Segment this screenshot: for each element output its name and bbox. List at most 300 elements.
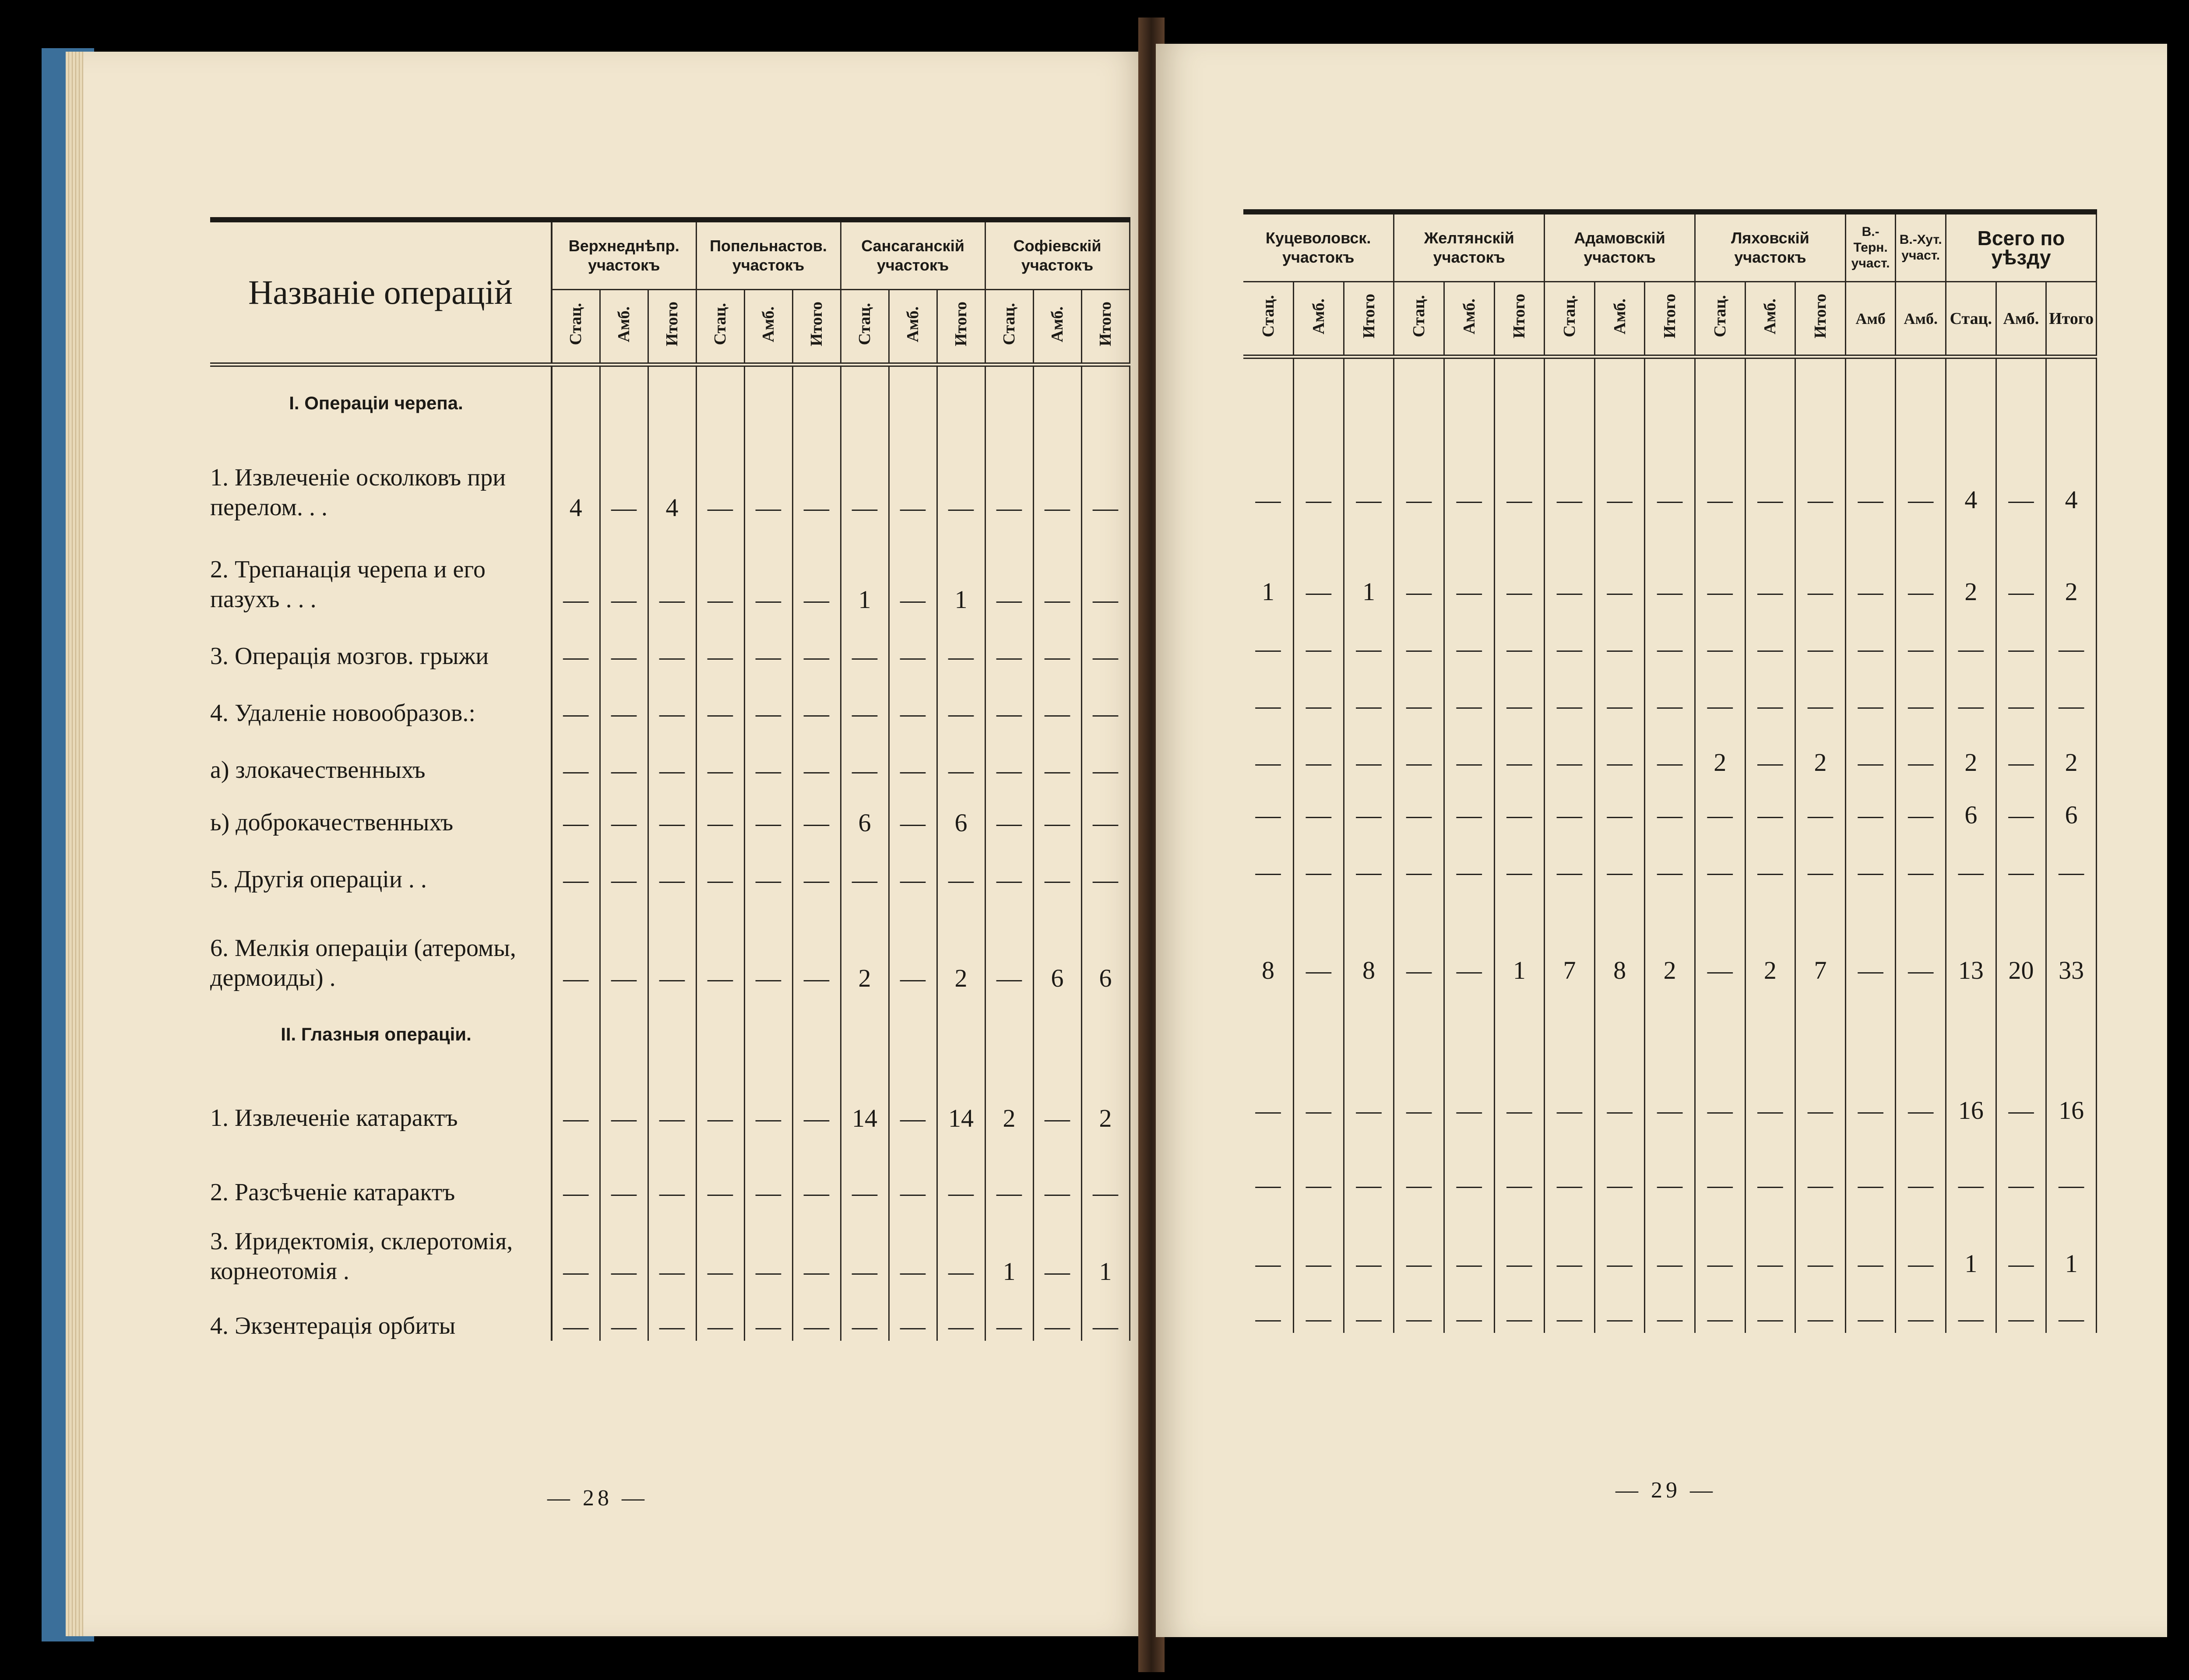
table-cell: — (1033, 671, 1081, 728)
table-cell: — (1444, 431, 1494, 514)
table-cell: — (1444, 1199, 1494, 1278)
table-cell (744, 365, 792, 439)
table-cell (1946, 985, 1996, 1068)
table-cell: — (1494, 777, 1545, 829)
table-cell (2046, 357, 2097, 431)
column-label: Амб. (1048, 306, 1067, 342)
table-cell: — (1645, 1199, 1695, 1278)
operation-name: 5. Другія операціи . . (210, 837, 552, 894)
table-cell: — (1594, 514, 1645, 606)
table-cell: — (889, 614, 937, 671)
table-cell: — (648, 1076, 696, 1133)
table-cell: — (1795, 1125, 1846, 1199)
table-cell: — (889, 1076, 937, 1133)
table-cell: — (1996, 514, 2046, 606)
table-cell: — (1033, 728, 1081, 785)
table-row (210, 1207, 1130, 1286)
table-cell: — (1896, 1278, 1946, 1333)
table-cell: — (1081, 728, 1130, 785)
table-cell: — (1545, 514, 1595, 606)
table-cell (1946, 357, 1996, 431)
table-cell: — (744, 1076, 792, 1133)
table-row (1243, 829, 2097, 886)
table-cell: — (1594, 606, 1645, 663)
table-cell: — (600, 614, 648, 671)
table-cell: — (1033, 1133, 1081, 1207)
table-cell: — (552, 785, 600, 837)
operation-name: 1. Извлеченіе осколковъ при перелом. . . (210, 439, 552, 522)
table-row (210, 1133, 1130, 1207)
column-label: Стац. (855, 303, 874, 345)
column-header (1294, 282, 1344, 357)
table-cell: 8 (1243, 886, 1294, 985)
table-cell: — (1344, 1278, 1394, 1333)
table-cell: — (1845, 720, 1896, 777)
table-cell: — (552, 1076, 600, 1133)
table-cell: — (1545, 431, 1595, 514)
table-cell: — (1745, 777, 1795, 829)
table-cell: — (1494, 829, 1545, 886)
table-row (1243, 886, 2097, 985)
table-row (210, 785, 1130, 837)
table-cell: — (889, 894, 937, 993)
table-cell: — (1243, 1278, 1294, 1333)
column-header (985, 290, 1033, 365)
table-cell: — (1996, 720, 2046, 777)
table-cell: 20 (1996, 886, 2046, 985)
table-cell: — (1294, 886, 1344, 985)
table-cell: — (1594, 720, 1645, 777)
table-cell: — (937, 439, 985, 522)
table-cell (1033, 365, 1081, 439)
table-cell: 7 (1795, 886, 1846, 985)
table-cell: — (1394, 606, 1444, 663)
table-cell: — (1394, 431, 1444, 514)
table-cell: — (744, 1207, 792, 1286)
district-header: Желтянскій участокъ (1394, 212, 1545, 282)
table-cell: 4 (552, 439, 600, 522)
table-cell: — (1645, 1125, 1695, 1199)
table-cell: — (1494, 1068, 1545, 1125)
table-cell: — (985, 728, 1033, 785)
table-cell (1645, 985, 1695, 1068)
table-cell: — (1294, 1199, 1344, 1278)
table-cell (1745, 985, 1795, 1068)
table-cell: — (792, 439, 841, 522)
table-cell: 1 (1946, 1199, 1996, 1278)
table-cell: — (744, 837, 792, 894)
table-cell: — (985, 522, 1033, 614)
column-header: Стац. (1946, 282, 1996, 357)
table-cell: — (1845, 829, 1896, 886)
table-cell (1294, 357, 1344, 431)
column-header (1033, 290, 1081, 365)
column-header (1545, 282, 1595, 357)
operation-name: а) злокачественныхъ (210, 728, 552, 785)
table-row (1243, 431, 2097, 514)
district-header: Попельнастов. участокъ (696, 220, 841, 290)
table-cell: 2 (1946, 514, 1996, 606)
table-cell (1545, 985, 1595, 1068)
table-cell: — (1645, 606, 1695, 663)
table-cell: — (1243, 829, 1294, 886)
table-cell (1243, 357, 1294, 431)
column-header: Амб. (1896, 282, 1946, 357)
table-cell: — (744, 614, 792, 671)
table-cell: 33 (2046, 886, 2097, 985)
table-cell: — (1946, 1125, 1996, 1199)
table-cell: 6 (841, 785, 889, 837)
table-cell (1695, 357, 1745, 431)
table-cell: — (600, 671, 648, 728)
table-cell (1594, 985, 1645, 1068)
district-header: Адамовскій участокъ (1545, 212, 1695, 282)
column-label: Итого (807, 302, 826, 347)
table-cell: — (1745, 1125, 1795, 1199)
table-cell (1344, 985, 1394, 1068)
table-cell: — (1344, 829, 1394, 886)
column-header (1645, 282, 1695, 357)
table-cell: — (937, 671, 985, 728)
table-cell: — (696, 728, 744, 785)
table-cell: — (1594, 1278, 1645, 1333)
table-cell: 2 (2046, 720, 2097, 777)
table-cell: — (1294, 829, 1344, 886)
table-cell: — (1946, 829, 1996, 886)
column-label: Итого (1811, 294, 1830, 339)
column-header (1444, 282, 1494, 357)
table-cell: — (792, 894, 841, 993)
table-cell: — (648, 894, 696, 993)
table-cell: — (552, 837, 600, 894)
column-header (600, 290, 648, 365)
table-cell: — (1344, 1199, 1394, 1278)
table-cell: — (1545, 1199, 1595, 1278)
operation-name: 2. Трепанація черепа и его пазухъ . . . (210, 522, 552, 614)
table-cell: — (648, 522, 696, 614)
table-cell: — (1494, 606, 1545, 663)
table-cell: — (1545, 606, 1595, 663)
table-cell: 2 (1745, 886, 1795, 985)
table-cell: — (1645, 1068, 1695, 1125)
table-cell: — (1081, 671, 1130, 728)
table-cell: — (1444, 886, 1494, 985)
table-cell (1444, 985, 1494, 1068)
table-cell: 6 (1081, 894, 1130, 993)
table-cell: — (937, 1207, 985, 1286)
table-cell: — (985, 837, 1033, 894)
table-cell: 1 (1081, 1207, 1130, 1286)
table-cell (1545, 357, 1595, 431)
table-cell: — (1946, 1278, 1996, 1333)
table-cell: — (1594, 1125, 1645, 1199)
table-cell: — (600, 785, 648, 837)
table-cell: — (841, 1286, 889, 1341)
table-cell: — (1594, 777, 1645, 829)
page-number-right: — 29 — (1615, 1478, 1716, 1503)
table-cell: — (1645, 514, 1695, 606)
table-cell: — (1996, 1125, 2046, 1199)
table-cell: — (1695, 431, 1745, 514)
table-cell: — (1896, 1199, 1946, 1278)
table-cell: — (1645, 431, 1695, 514)
table-cell: — (648, 785, 696, 837)
table-cell: — (1545, 777, 1595, 829)
table-cell: — (1795, 777, 1846, 829)
table-cell: — (1845, 663, 1896, 720)
table-cell: — (1645, 777, 1695, 829)
table-cell: — (1745, 829, 1795, 886)
table-cell: 6 (1946, 777, 1996, 829)
table-cell: — (744, 1286, 792, 1341)
table-cell: — (1294, 777, 1344, 829)
table-cell: — (744, 671, 792, 728)
table-cell: — (1394, 777, 1444, 829)
column-header (841, 290, 889, 365)
table-cell: — (792, 1207, 841, 1286)
column-header (1594, 282, 1645, 357)
table-cell: — (1795, 663, 1846, 720)
table-cell: — (1594, 829, 1645, 886)
table-cell: — (696, 1133, 744, 1207)
column-header (937, 290, 985, 365)
table-cell: — (1081, 785, 1130, 837)
table-cell: — (1996, 606, 2046, 663)
table-cell: — (1294, 1068, 1344, 1125)
table-cell: — (1996, 829, 2046, 886)
table-cell: — (792, 837, 841, 894)
table-cell: — (985, 1286, 1033, 1341)
table-cell: — (1896, 1068, 1946, 1125)
table-row (1243, 1278, 2097, 1333)
table-cell: — (1795, 1199, 1846, 1278)
column-header (1745, 282, 1795, 357)
table-cell: — (1394, 514, 1444, 606)
district-header: Верхнеднѣпр. участокъ (552, 220, 696, 290)
table-cell: — (1444, 514, 1494, 606)
column-label: Амб. (759, 306, 778, 342)
table-cell: — (937, 1286, 985, 1341)
table-cell: — (1494, 663, 1545, 720)
table-cell: — (792, 614, 841, 671)
table-cell: — (1444, 1125, 1494, 1199)
table-cell: — (985, 439, 1033, 522)
table-cell: 2 (1946, 720, 1996, 777)
table-cell: — (1394, 1278, 1444, 1333)
table-cell: — (2046, 1125, 2097, 1199)
table-cell: — (600, 1076, 648, 1133)
table-row (210, 837, 1130, 894)
table-cell: — (552, 1286, 600, 1341)
table-cell (1081, 365, 1130, 439)
table-cell: — (1243, 1125, 1294, 1199)
table-cell: — (1243, 663, 1294, 720)
table-cell: — (1545, 720, 1595, 777)
table-cell: — (1294, 606, 1344, 663)
table-cell: — (696, 1286, 744, 1341)
operation-name: 6. Мелкія операціи (атеромы, дермоиды) . (210, 894, 552, 993)
table-cell (1845, 357, 1896, 431)
table-cell: — (552, 614, 600, 671)
table-cell: — (937, 837, 985, 894)
table-cell: 4 (648, 439, 696, 522)
table-cell: — (2046, 606, 2097, 663)
column-header (889, 290, 937, 365)
table-cell: — (1394, 829, 1444, 886)
table-cell: 1 (1243, 514, 1294, 606)
operations-title-header: Названіе операцій (210, 220, 552, 365)
table-cell: — (744, 728, 792, 785)
column-header: Амб (1845, 282, 1896, 357)
column-label: Стац. (1259, 295, 1278, 337)
table-cell: — (1243, 431, 1294, 514)
table-cell: — (1594, 431, 1645, 514)
column-label: Амб. (615, 306, 633, 342)
table-cell (1494, 985, 1545, 1068)
table-cell: — (792, 1133, 841, 1207)
table-cell (1795, 357, 1846, 431)
table-cell: 8 (1594, 886, 1645, 985)
table-cell: — (1594, 663, 1645, 720)
table-cell: — (1033, 785, 1081, 837)
table-cell: — (1996, 1068, 2046, 1125)
table-cell: — (985, 614, 1033, 671)
table-cell: — (1745, 1199, 1795, 1278)
table-cell: — (1695, 663, 1745, 720)
table-cell: — (1294, 514, 1344, 606)
table-cell: — (792, 1076, 841, 1133)
operation-name: ь) доброкачественныхъ (210, 785, 552, 837)
table-cell: 16 (1946, 1068, 1996, 1125)
column-label: Амб. (1309, 298, 1328, 334)
table-cell: — (1845, 1278, 1896, 1333)
section-row (210, 365, 1130, 439)
table-cell: — (1645, 720, 1695, 777)
operation-name: 1. Извлеченіе катарактъ (210, 1076, 552, 1133)
table-cell: — (744, 439, 792, 522)
table-cell: — (841, 439, 889, 522)
table-cell: — (1081, 439, 1130, 522)
section-row (1243, 985, 2097, 1068)
table-cell: — (1745, 1068, 1795, 1125)
section-title: II. Глазныя операціи. (210, 993, 552, 1076)
table-cell: — (889, 837, 937, 894)
table-cell: — (1996, 777, 2046, 829)
table-cell: — (1545, 1125, 1595, 1199)
table-cell: — (985, 894, 1033, 993)
table-cell (1695, 985, 1745, 1068)
table-cell: 2 (1795, 720, 1846, 777)
table-cell: — (1896, 1125, 1946, 1199)
table-cell (841, 365, 889, 439)
column-label: Итого (1510, 294, 1529, 339)
table-cell: — (1344, 777, 1394, 829)
operation-name: 2. Разсѣченіе катарактъ (210, 1133, 552, 1207)
table-row (210, 894, 1130, 993)
table-row (210, 1076, 1130, 1133)
table-row (210, 671, 1130, 728)
table-cell: — (889, 671, 937, 728)
table-cell: — (1645, 1278, 1695, 1333)
table-cell: — (1845, 886, 1896, 985)
table-cell: — (648, 1207, 696, 1286)
table-cell (937, 993, 985, 1076)
table-cell: — (552, 522, 600, 614)
section-row (1243, 357, 2097, 431)
table-cell: — (1545, 1278, 1595, 1333)
left-operations-table (210, 217, 1130, 1341)
table-cell: — (2046, 1278, 2097, 1333)
right-page (1156, 44, 2167, 1637)
table-cell: 6 (2046, 777, 2097, 829)
column-label: Стац. (1560, 295, 1579, 337)
table-cell: — (1896, 606, 1946, 663)
table-cell: — (889, 1207, 937, 1286)
district-total-header: Всего по уѣзду (1946, 212, 2097, 282)
column-label: Амб. (1460, 298, 1478, 334)
column-header (792, 290, 841, 365)
table-cell: — (937, 728, 985, 785)
table-cell: — (889, 522, 937, 614)
table-cell: — (1444, 663, 1494, 720)
column-header (1795, 282, 1846, 357)
table-cell (552, 993, 600, 1076)
table-cell: — (937, 614, 985, 671)
table-cell: — (1033, 1286, 1081, 1341)
table-cell: — (792, 728, 841, 785)
table-row (1243, 663, 2097, 720)
table-cell: — (1795, 606, 1846, 663)
table-row (1243, 1068, 2097, 1125)
column-label: Стац. (1710, 295, 1729, 337)
column-header (1081, 290, 1130, 365)
table-cell: — (1545, 829, 1595, 886)
table-cell (937, 365, 985, 439)
district-header: Ляховскій участокъ (1695, 212, 1845, 282)
table-cell: — (1695, 829, 1745, 886)
table-row (210, 1286, 1130, 1341)
table-cell: — (1243, 1068, 1294, 1125)
table-cell: — (744, 785, 792, 837)
page-number-left: — 28 — (547, 1486, 648, 1511)
table-cell: — (600, 522, 648, 614)
table-cell: — (1081, 614, 1130, 671)
table-cell (1394, 985, 1444, 1068)
table-cell: — (1494, 720, 1545, 777)
table-cell: — (985, 1133, 1033, 1207)
table-cell: 2 (1695, 720, 1745, 777)
table-cell: — (1081, 522, 1130, 614)
table-row (210, 728, 1130, 785)
table-cell: — (1795, 1068, 1846, 1125)
table-cell: — (1444, 777, 1494, 829)
table-cell: — (1946, 606, 1996, 663)
table-cell: — (841, 837, 889, 894)
table-cell: — (1494, 1278, 1545, 1333)
table-cell: — (1444, 1068, 1494, 1125)
table-cell: 6 (937, 785, 985, 837)
table-cell: — (1243, 1199, 1294, 1278)
table-cell: — (648, 671, 696, 728)
column-header (1695, 282, 1745, 357)
table-cell: — (1444, 829, 1494, 886)
table-row (1243, 1125, 2097, 1199)
district-header: Куцеволовск. участокъ (1243, 212, 1394, 282)
table-cell (552, 365, 600, 439)
table-cell: — (1745, 663, 1795, 720)
table-row (1243, 1199, 2097, 1278)
table-cell (648, 365, 696, 439)
